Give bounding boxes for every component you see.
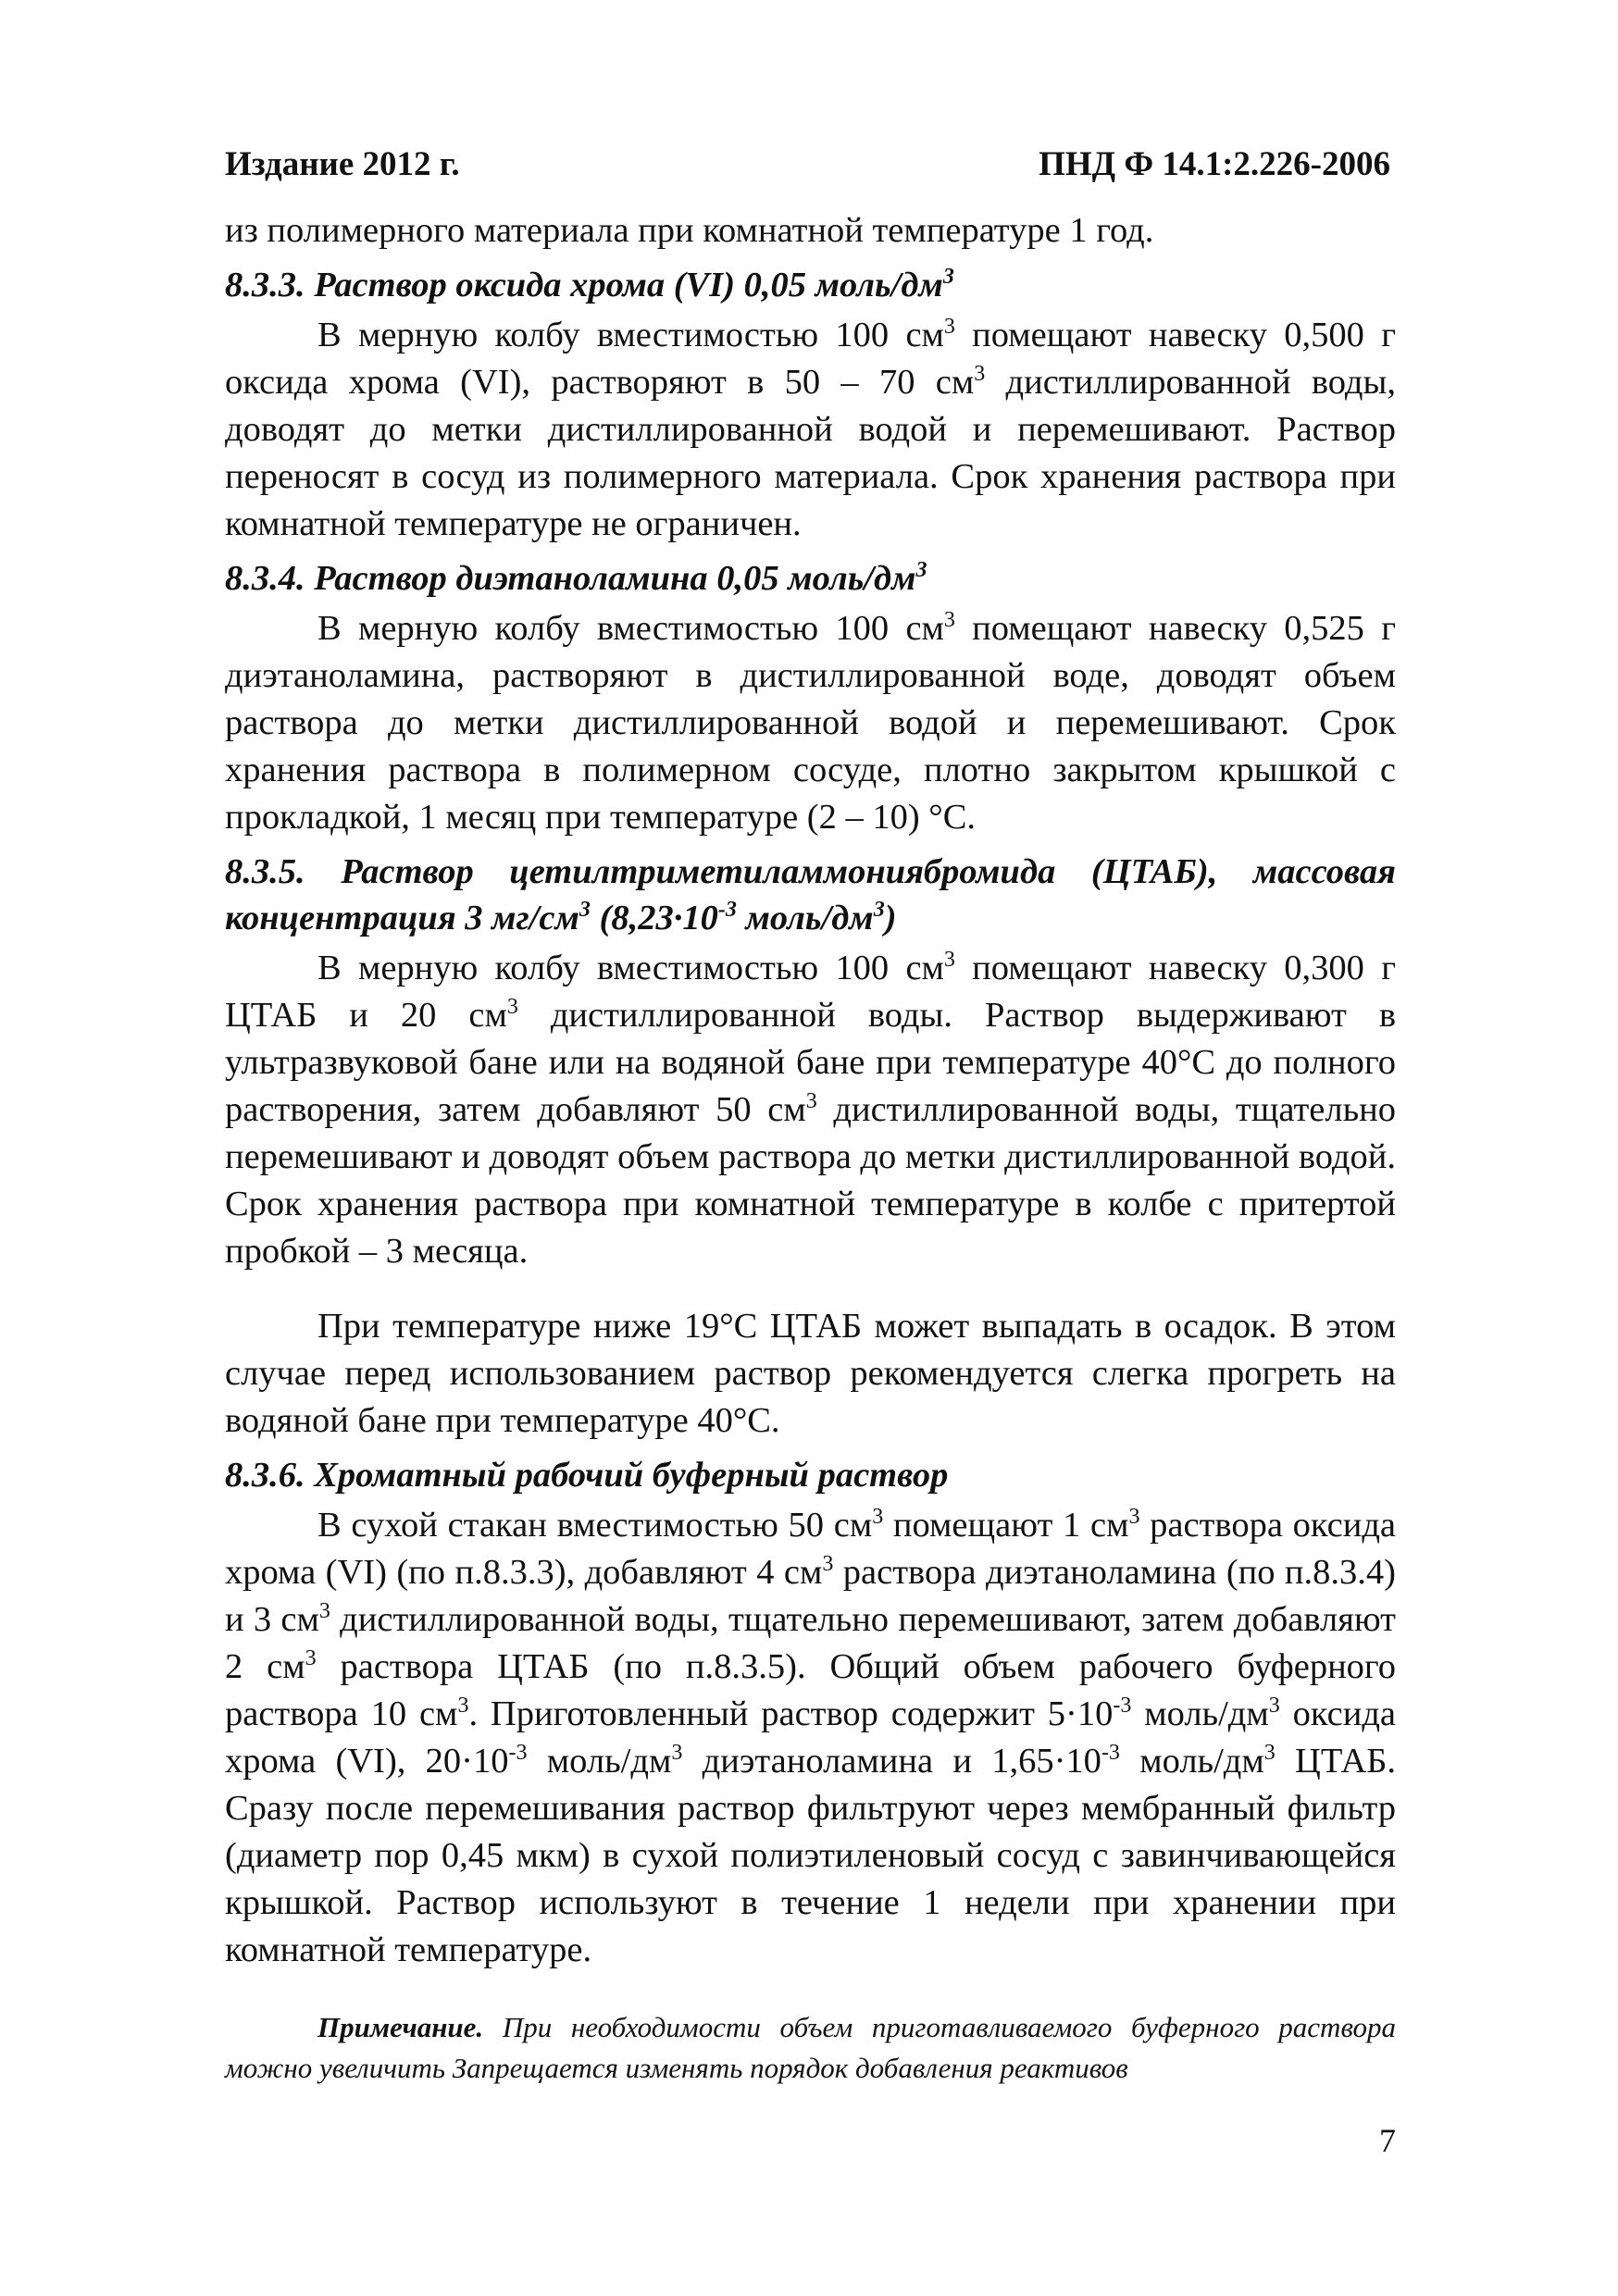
page-number: 7 [1379,2122,1396,2159]
section-8-3-3-text: В мерную колбу вместимостью 100 $см^3$ помещают навеску 0,500 г оксида хрома (VI), растворяют в 50 – 70 $см^3$ дистиллированной воды, доводят до метки дистиллированной водой и перемешивают. Раствор переносят в сосуд из полимерного материала. Срок хранения раствора при комнатной температуре не ограничен. [225,315,1396,543]
edition-header: Издание 2012 г. [225,145,460,183]
document-code-header: ПНД Ф 14.1:2.226-2006 [1039,145,1390,183]
section-8-3-5-title: 8.3.5. Раствор цетилтриметиламмониябромида (ЦТАБ), массовая концентрация 3 $мг/см^3$ ($8,23\cdot 10^{-3}$ моль/$дм^3$) [225,852,1396,937]
section-8-3-5-note-text: При температуре ниже 19°С ЦТАБ может выпадать в осадок. В этом случае перед использованием раствор рекомендуется слегка прогреть на водяной бане при температуре 40°С. [225,1307,1396,1440]
section-8-3-5-text: В мерную колбу вместимостью 100 $см^3$ помещают навеску 0,300 г ЦТАБ и 20 $см^3$ дистиллированной воды. Раствор выдерживают в ультразвуковой бане или на водяной бане при температуре 40°С до полного растворения, затем добавляют 50 $см^3$ дистиллированной воды, тщательно перемешивают и доводят объем раствора до метки дистиллированной водой. Срок хранения раствора при комнатной температуре в колбе с притертой пробкой – 3 месяца. [225,948,1397,1271]
section-8-3-4-title: 8.3.4. Раствор диэтаноламина 0,05 моль/$дм^3$ [225,558,927,598]
section-8-3-4-text: В мерную колбу вместимостью 100 $см^3$ помещают навеску 0,525 г диэтаноламина, растворяют в дистиллированной воде, доводят объем раствора до метки дистиллированной водой и перемешивают. Срок хранения раствора в полимерном сосуде, плотно закрытом крышкой с прокладкой, 1 месяц при температуре (2 – 10) °С. [225,608,1396,837]
document-body [225,207,1396,2089]
footnote-remark: Примечание. При необходимости объем приготавливаемого буферного раствора можно увеличить Запрещается изменять порядок добавления реактивов [225,2011,1396,2084]
section-8-3-6-text: В сухой стакан вместимостью 50 $см^3$ помещают 1 $см^3$ раствора оксида хрома (VI) (по п.8.3.3), добавляют 4 $см^3$ раствора диэтаноламина (по п.8.3.4) и 3 $см^3$ дистиллированной воды, тщательно перемешивают, затем добавляют 2 $см^3$ раствора ЦТАБ (по п.8.3.5). Общий объем рабочего буферного раствора 10 $см^3$. Приготовленный раствор содержит $5\cdot 10^{-3}$ моль/$дм^3$ оксида хрома (VI), $20\cdot 10^{-3}$ моль/$дм^3$ диэтаноламина и $1,65\cdot 10^{-3}$ моль/$дм^3$ ЦТАБ. Сразу после перемешивания раствор фильтруют через мембранный фильтр (диаметр пор 0,45 мкм) в сухой полиэтиленовый сосуд с завинчивающейся крышкой. Раствор используют в течение 1 недели при хранении при комнатной температуре. [225,1505,1397,1969]
section-8-3-6-title: 8.3.6. Хроматный рабочий буферный раствор [225,1456,949,1495]
intro-text: из полимерного материала при комнатной температуре 1 год. [225,211,1154,250]
section-8-3-3-title: 8.3.3. Раствор оксида хрома (VI) 0,05 моль/$дм^3$ [225,265,954,304]
